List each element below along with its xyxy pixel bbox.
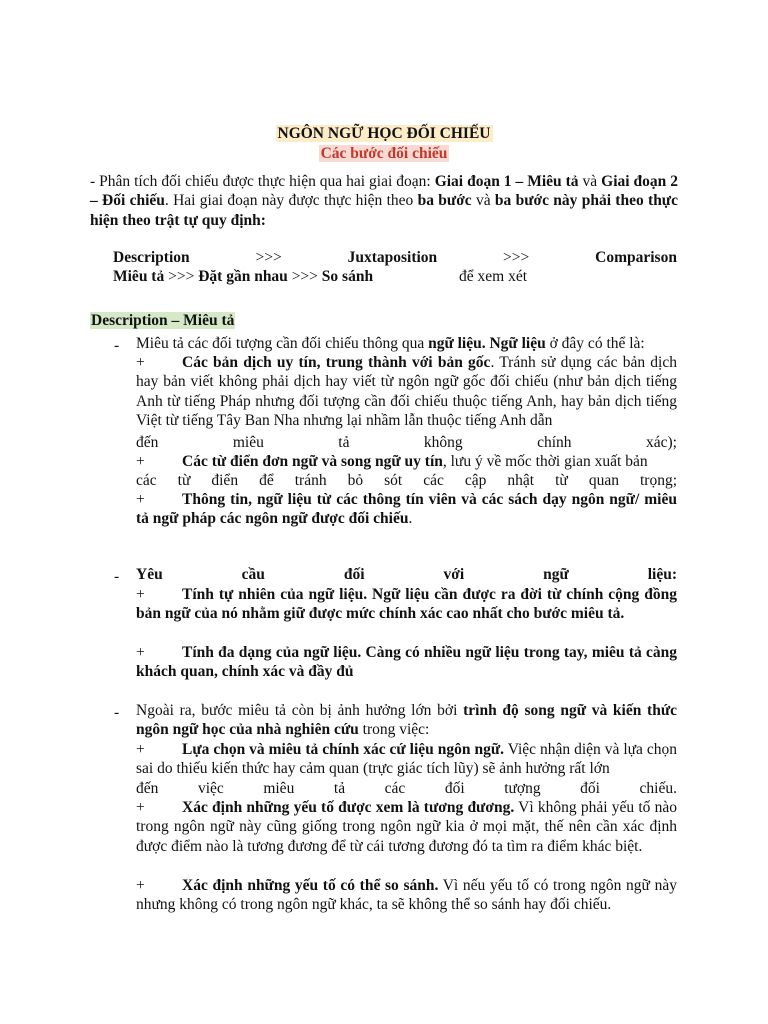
- bullet1-point3: + Thông tin, ngữ liệu từ các thông tín viên và các sách dạy ngôn ngữ/ miêu tả ngữ pháp các ngôn ngữ được đối chiếu.: [136, 491, 677, 528]
- flow-step-juxtaposition: Juxtaposition: [347, 249, 438, 266]
- bullet3-lead: Ngoài ra, bước miêu tả còn bị ảnh hưởng lớn bởi trình độ song ngữ và kiến thức ngôn ngữ học của nhà nghiên cứu trong việc:: [136, 702, 677, 739]
- bullet1-lead: Miêu tả các đối tượng cần đối chiếu thông qua ngữ liệu. Ngữ liệu ở đây có thể là:: [136, 335, 645, 352]
- bullet1-point1: + Các bản dịch uy tín, trung thành với bản gốc. Tránh sử dụng các bản dịch hay bản viết không phải dịch hay viết từ ngôn ngữ gốc đối chiếu (như bản dịch tiếng Anh từ tiếng Pháp nhưng đối tượng cần đối chiếu thuộc tiếng Anh, hay bản dịch tiếng Việt từ tiếng Tây Ban Nha nhưng lại nhầm lẫn thuộc tiếng Anh dẫn: [136, 354, 677, 429]
- flow-vietnamese-row: Miêu tả >>> Đặt gần nhau >>> So sánh: [113, 268, 374, 285]
- bullet2-point2: + Tính đa dạng của ngữ liệu. Càng có nhiều ngữ liệu trong tay, miêu tả càng khách quan, chính xác và đầy đủ: [136, 644, 677, 681]
- document-subtitle: Các bước đối chiếu: [320, 145, 448, 162]
- bullet3-point1-end: đến việc miêu tả các đối tượng đối chiếu.: [136, 780, 677, 797]
- section-heading: Description – Miêu tả: [91, 312, 235, 329]
- flow-step-description: Description: [113, 249, 190, 266]
- flow-step-comparison: Comparison: [595, 249, 677, 266]
- bullet-dash: -: [114, 704, 120, 721]
- bullet3-point3: + Xác định những yếu tố có thể so sánh. Vì nếu yếu tố có trong ngôn ngữ này nhưng không có trong ngôn ngữ khác, ta sẽ không thể so sánh hay đối chiếu.: [136, 877, 677, 914]
- bullet-dash: -: [114, 337, 120, 354]
- flow-note: để xem xét: [459, 268, 528, 285]
- flow-arrow: >>>: [255, 249, 282, 266]
- bullet-dash: -: [114, 568, 120, 585]
- bullet1-point1-end: đến miêu tả không chính xác);: [136, 434, 677, 451]
- flow-arrow: >>>: [503, 249, 530, 266]
- intro-paragraph: - Phân tích đối chiếu được thực hiện qua hai giai đoạn: Giai đoạn 1 – Miêu tả và Giai đoạn 2 – Đối chiếu. Hai giai đoạn này được thực hiện theo ba bước và ba bước này phải theo thực hiện theo trật tự quy định:: [90, 173, 678, 229]
- bullet3-point1: + Lựa chọn và miêu tả chính xác cứ liệu ngôn ngữ. Việc nhận diện và lựa chọn sai do thiếu kiến thức hay cảm quan (trực giác tích lũy) sẽ ảnh hưởng rất lớn: [136, 741, 677, 778]
- bullet2-point1: + Tính tự nhiên của ngữ liệu. Ngữ liệu cần được ra đời từ chính cộng đồng bản ngữ của nó nhằm giữ được mức chính xác cao nhất cho bước miêu tả.: [136, 586, 677, 623]
- bullet3-point2: + Xác định những yếu tố được xem là tương đương. Vì không phải yếu tố nào trong ngôn ngữ này cũng giống trong ngôn ngữ kia ở mọi mặt, thế nên cần xác định được điểm nào là tương đương để từ cái tương đương đó ta tìm ra điểm khác biệt.: [136, 799, 677, 855]
- document-title: NGÔN NGỮ HỌC ĐỐI CHIẾU: [277, 125, 491, 142]
- bullet2-lead: Yêu cầu đối với ngữ liệu:: [136, 566, 677, 583]
- bullet1-point2-end: các từ điển để tránh bỏ sót các cập nhật từ quan trọng;: [136, 472, 677, 489]
- bullet1-point2: + Các từ điển đơn ngữ và song ngữ uy tín, lưu ý về mốc thời gian xuất bản: [136, 453, 648, 470]
- flow-english-row: [113, 248, 677, 267]
